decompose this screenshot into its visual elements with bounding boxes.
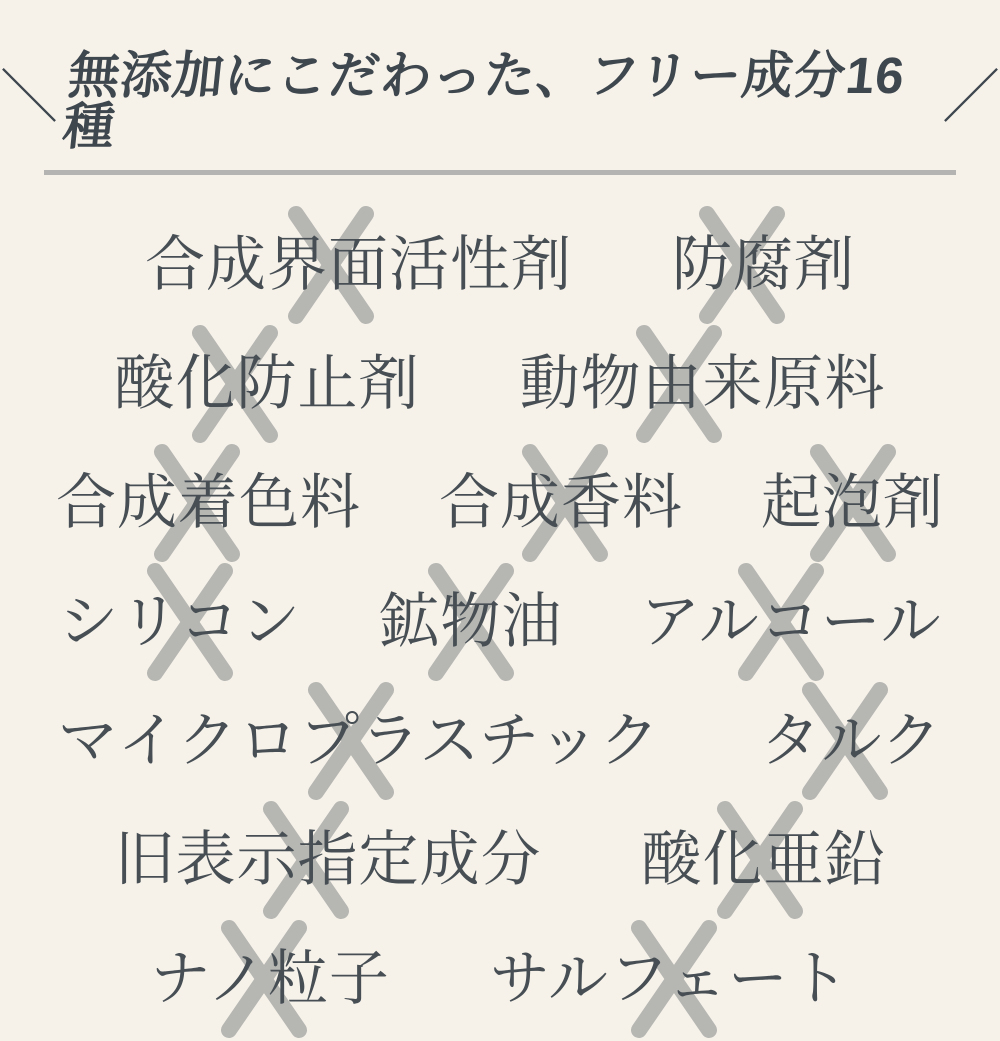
- ingredient-row: [0, 681, 1000, 800]
- ingredient-label: サルフェート: [489, 944, 850, 1012]
- free-ingredient-item: [145, 230, 572, 298]
- ingredient-label: 鉱物油: [379, 587, 563, 655]
- ingredient-label: 旧表示指定成分: [114, 825, 542, 893]
- free-ingredient-item: [56, 468, 361, 536]
- ingredient-label: 起泡剤: [761, 468, 944, 536]
- ingredient-row: [0, 443, 1000, 562]
- free-ingredient-item: [761, 468, 944, 536]
- free-ingredient-item: [760, 706, 943, 774]
- header: [0, 0, 1000, 175]
- ingredient-label: 酸化亜鉛: [641, 825, 886, 893]
- ingredient-label: シリコン: [58, 587, 302, 655]
- ingredient-row: [0, 562, 1000, 681]
- ingredient-label: 合成香料: [439, 468, 683, 536]
- ingredient-label: タルク: [760, 706, 943, 774]
- slash-left-decoration: ＼: [0, 65, 59, 130]
- free-ingredient-item: [114, 349, 420, 417]
- ingredient-label: ナノ粒子: [150, 944, 390, 1012]
- free-ingredient-item: [379, 587, 563, 655]
- slash-right-decoration: ／: [941, 65, 1000, 130]
- ingredient-label: 酸化防止剤: [114, 349, 420, 417]
- ingredient-row: [0, 800, 1000, 919]
- free-ingredient-item: [672, 230, 855, 298]
- free-ingredient-item: [640, 587, 942, 655]
- ingredient-label: 合成着色料: [56, 468, 361, 536]
- free-ingredient-item: [114, 825, 542, 893]
- headline-text: 無添加にこだわった、フリー成分16種: [60, 47, 908, 155]
- ingredient-label: 合成界面活性剤: [145, 230, 572, 298]
- ingredient-label: アルコール: [640, 587, 942, 655]
- free-ingredient-item: [439, 468, 683, 536]
- free-ingredient-list: [0, 205, 1000, 1038]
- free-ingredient-item: [58, 587, 302, 655]
- ingredient-row: [0, 205, 1000, 324]
- free-ingredient-item: [641, 825, 886, 893]
- headline: [0, 47, 1000, 155]
- divider-line: [44, 170, 956, 175]
- free-ingredient-item: [57, 706, 661, 774]
- ingredient-row: [0, 324, 1000, 443]
- free-ingredient-item: [519, 349, 886, 417]
- ingredient-label: 動物由来原料: [519, 349, 886, 417]
- ingredient-row: [0, 919, 1000, 1038]
- ingredient-label: マイクロプラスチック: [57, 706, 661, 774]
- ingredient-label: 防腐剤: [672, 230, 855, 298]
